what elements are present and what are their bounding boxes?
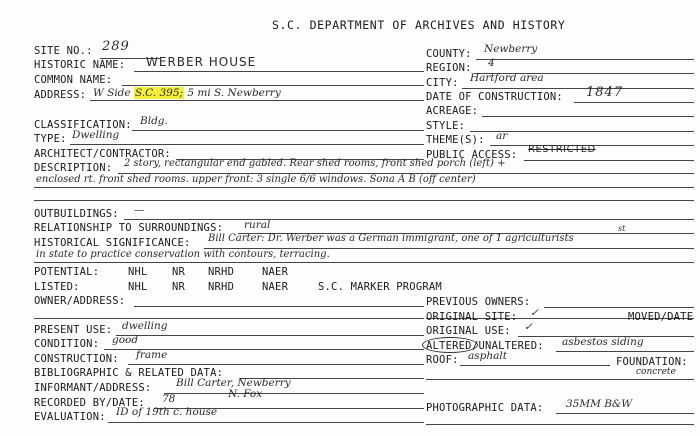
historical-sup: st (618, 224, 626, 233)
type-value: Dwelling (72, 129, 120, 141)
description-label: DESCRIPTION: (34, 162, 113, 174)
architect-label: ARCHITECT/CONTRACTOR: (34, 148, 171, 160)
outbuildings-line (124, 219, 694, 220)
unaltered-label: /UNALTERED: (472, 340, 544, 352)
foundation-label: FOUNDATION: (616, 356, 688, 368)
photographic-label: PHOTOGRAPHIC DATA: (426, 402, 544, 414)
public-access-line (524, 160, 694, 161)
roof-label: ROOF: (426, 354, 459, 366)
roof-rule2 (426, 379, 694, 380)
region-value: 4 (488, 57, 495, 69)
altered-value: asbestos siding (562, 336, 644, 348)
construction-line (128, 364, 424, 365)
present-use-label: PRESENT USE: (34, 324, 113, 336)
classification-label: CLASSIFICATION: (34, 119, 132, 131)
historical-line2: in state to practice conservation with contours, terracing. (36, 249, 330, 260)
city-label: CITY: (426, 77, 459, 89)
county-label: COUNTY: (426, 48, 472, 60)
present-use-value: dwelling (122, 320, 168, 332)
historical-label: HISTORICAL SIGNIFICANCE: (34, 237, 191, 249)
outbuildings-label: OUTBUILDINGS: (34, 208, 119, 220)
listed-nr: NR (172, 281, 186, 293)
potential-nhl: NHL (128, 266, 148, 278)
address-line (90, 100, 424, 101)
altered-line (556, 351, 694, 352)
historical-line1: Bill Carter: Dr. Werber was a German immigrant, one of 1 agriculturists (208, 233, 574, 244)
listed-nhl: NHL (128, 281, 148, 293)
common-name-label: COMMON NAME: (34, 74, 113, 86)
bibliographic-label: BIBLIOGRAPHIC & RELATED DATA: (34, 367, 224, 379)
acreage-label: ACREAGE: (426, 105, 479, 117)
evaluation-label: EVALUATION: (34, 411, 106, 423)
present-use-line (116, 335, 424, 336)
historical-rule2 (34, 262, 694, 263)
potential-label: POTENTIAL: (34, 266, 100, 278)
foundation-value: concrete (636, 367, 676, 377)
listed-nrhd: NRHD (208, 281, 235, 293)
original-site-value: ✓ (530, 307, 539, 319)
page-title: S.C. DEPARTMENT OF ARCHIVES AND HISTORY (272, 18, 566, 32)
description-rule3 (34, 200, 694, 201)
construction-label: CONSTRUCTION: (34, 353, 119, 365)
acreage-line (482, 116, 694, 117)
potential-nr: NR (172, 266, 186, 278)
classification-line (132, 130, 424, 131)
recorded-value1: 78 (162, 393, 176, 405)
common-name-line (122, 85, 424, 86)
relationship-label: RELATIONSHIP TO SURROUNDINGS: (34, 222, 224, 234)
themes-label: THEME(S): (426, 134, 485, 146)
informant-line (164, 393, 424, 394)
owner-line (134, 306, 424, 307)
photographic-rule2 (426, 424, 694, 425)
evaluation-line (108, 422, 424, 423)
description-line2: enclosed rt. front shed rooms. upper front: 3 single 6/6 windows. Sona A B (off center) (36, 174, 476, 185)
address-post: 5 mi S. Newberry (187, 87, 281, 99)
condition-label: CONDITION: (34, 338, 100, 350)
address-highlight: S.C. 395; (134, 87, 184, 99)
date-of-construction-line (574, 102, 694, 103)
photographic-line (556, 413, 694, 414)
roof-value: asphalt (468, 350, 507, 362)
region-label: REGION: (426, 62, 472, 74)
moved-date-label: MOVED/DATE (628, 311, 694, 323)
city-value: Hartford area (470, 72, 544, 84)
informant-label: INFORMANT/ADDRESS: (34, 382, 152, 394)
date-of-construction-label: DATE OF CONSTRUCTION: (426, 91, 563, 103)
original-site-label: ORIGINAL SITE: (426, 311, 518, 323)
evaluation-value: ID of 19th c. house (116, 406, 218, 418)
owner-label: OWNER/ADDRESS: (34, 295, 126, 307)
construction-value: frame (136, 349, 168, 361)
historic-name-label: HISTORIC NAME: (34, 59, 126, 71)
description-rule2 (34, 187, 694, 188)
type-label: TYPE: (34, 133, 67, 145)
potential-nrhd: NRHD (208, 266, 235, 278)
public-access-value: RESTRICTED (528, 144, 596, 155)
date-of-construction-value: 1847 (586, 85, 624, 100)
themes-value: ar (496, 130, 508, 142)
public-access-label: PUBLIC ACCESS: (426, 149, 518, 161)
owner-rule2 (34, 318, 424, 319)
historic-name-value: WERBER HOUSE (146, 55, 257, 69)
county-value: Newberry (484, 43, 538, 55)
outbuildings-value: — (134, 204, 145, 216)
city-line (462, 88, 694, 89)
previous-owners-label: PREVIOUS OWNERS: (426, 296, 531, 308)
informant-value: Bill Carter, Newberry (176, 377, 291, 389)
site-no-value: 289 (102, 39, 130, 54)
style-label: STYLE: (426, 120, 466, 132)
site-no-label: SITE NO.: (34, 45, 93, 57)
recorded-value2: N. Fox (228, 388, 263, 400)
recorded-label: RECORDED BY/DATE: (34, 397, 145, 409)
type-line (70, 144, 424, 145)
condition-value: good (112, 334, 139, 346)
description-line1: 2 story, rectangular end gabled. Rear shed rooms, front shed porch (left) + (124, 158, 506, 169)
listed-naer: NAER (262, 281, 289, 293)
address-pre: W Side (93, 87, 131, 99)
marker-program-label: S.C. MARKER PROGRAM (318, 281, 442, 293)
historic-name-line (134, 71, 424, 72)
photographic-value: 35MM B&W (566, 398, 633, 410)
original-use-value: ✓ (524, 321, 533, 333)
roof-line (460, 365, 610, 366)
county-line (476, 59, 694, 60)
original-use-label: ORIGINAL USE: (426, 325, 511, 337)
classification-value: Bldg. (140, 115, 168, 127)
listed-label: LISTED: (34, 281, 80, 293)
address-label: ADDRESS: (34, 89, 87, 101)
altered-label: ALTERED (426, 340, 472, 352)
previous-owners-line (544, 307, 694, 308)
address-value (93, 87, 281, 99)
potential-naer: NAER (262, 266, 289, 278)
relationship-value: rural (244, 219, 271, 231)
